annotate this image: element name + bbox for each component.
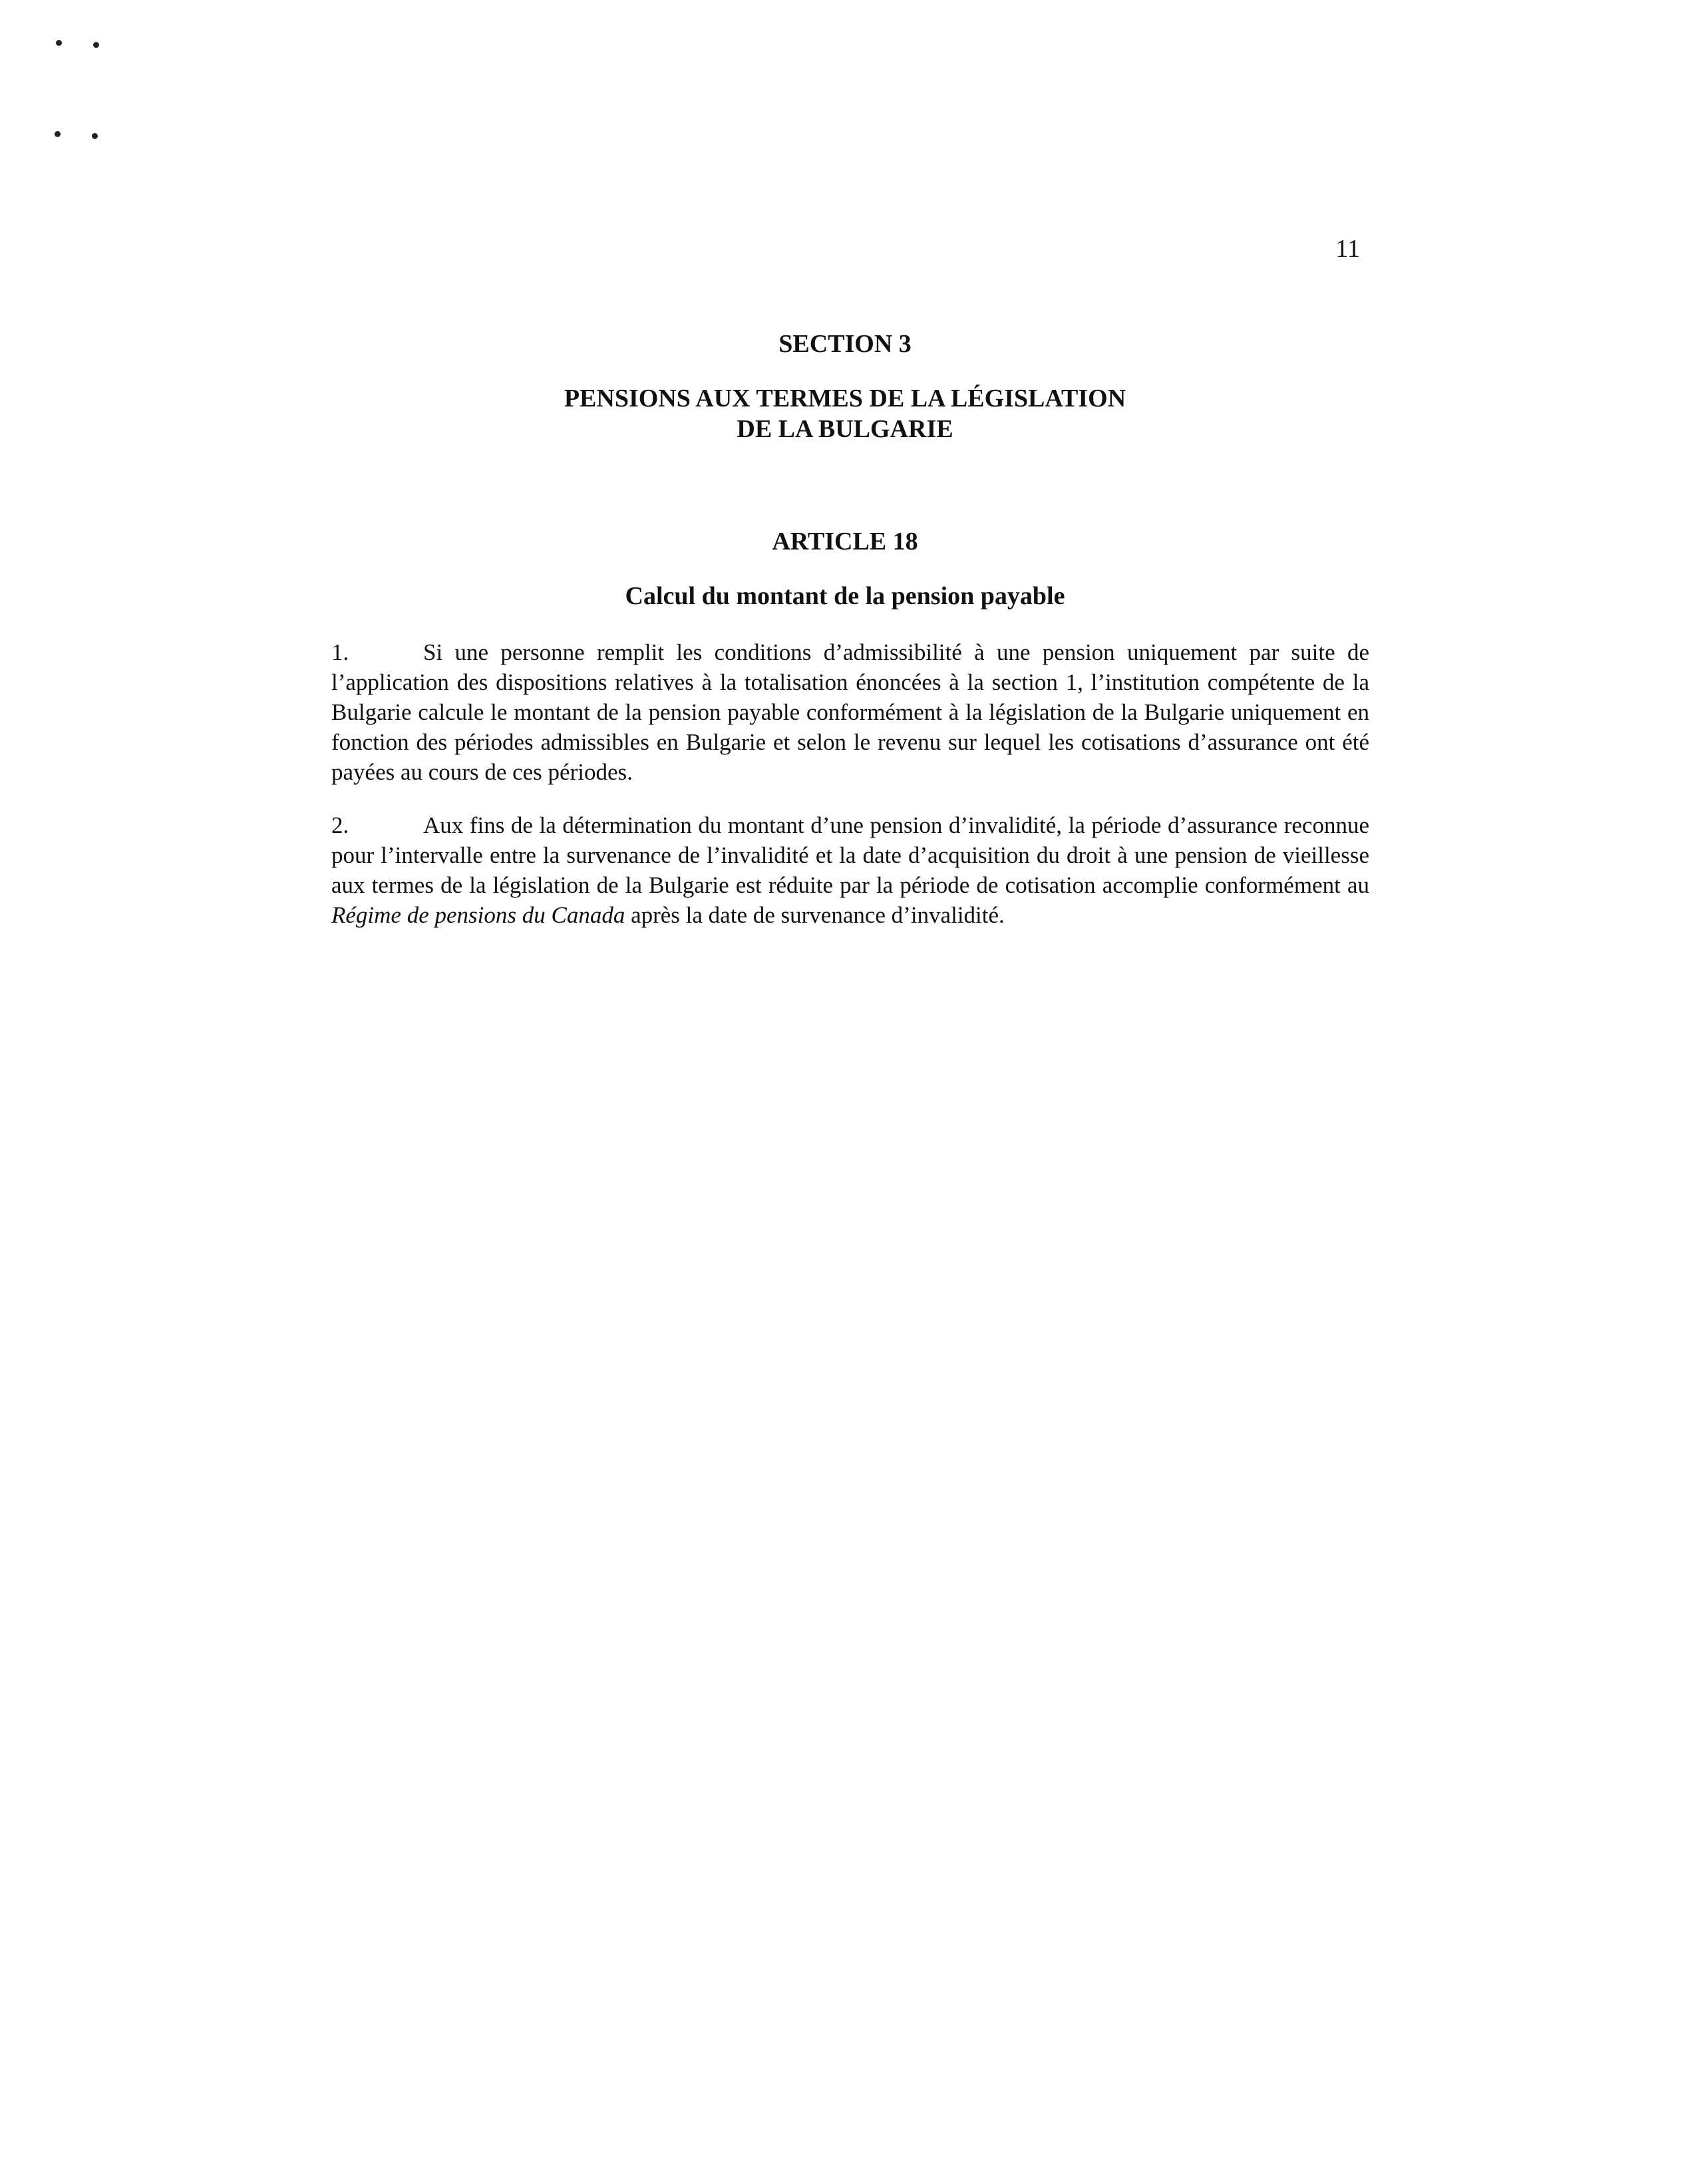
paragraph-2 bbox=[331, 810, 1369, 930]
section-heading: SECTION 3 bbox=[778, 330, 912, 358]
scan-speck bbox=[55, 131, 61, 137]
section-title-line-2: DE LA BULGARIE bbox=[737, 415, 953, 443]
page-number: 11 bbox=[1335, 235, 1360, 263]
italic-reference: Régime de pensions du Canada bbox=[331, 902, 625, 928]
scan-speck bbox=[92, 133, 98, 139]
paragraph-number: 2. bbox=[331, 812, 349, 838]
paragraph-1 bbox=[331, 637, 1369, 787]
scan-speck bbox=[93, 42, 99, 48]
article-title: Calcul du montant de la pension payable bbox=[625, 582, 1065, 610]
scan-speck bbox=[56, 40, 62, 46]
article-heading: ARTICLE 18 bbox=[772, 528, 918, 555]
paragraph-text-continued: après la date de survenance d’invalidité. bbox=[625, 902, 1005, 928]
section-title bbox=[0, 383, 1690, 444]
section-title-line-1: PENSIONS AUX TERMES DE LA LÉGISLATION bbox=[564, 385, 1126, 412]
paragraph-number: 1. bbox=[331, 639, 349, 665]
paragraph-text: Aux fins de la détermination du montant d’une pension d’invalidité, la période d’assurance reconnue pour l’intervalle entre la survenance de l’invalidité et la date d’acquisition du droit à une pension de vieillesse aux termes de la législation de la Bulgarie est réduite par la période de cotisation accomplie conformément au bbox=[331, 812, 1369, 898]
paragraph-text: Si une personne remplit les conditions d’admissibilité à une pension uniquement par suite de l’application des dispositions relatives à la totalisation énoncées à la section 1, l’institution compétente de la Bulgarie calcule le montant de la pension payable conformément à la législation de la Bulgarie uniquement en fonction des périodes admissibles en Bulgarie et selon le revenu sur lequel les cotisations d’assurance ont été payées au cours de ces périodes. bbox=[331, 639, 1369, 785]
